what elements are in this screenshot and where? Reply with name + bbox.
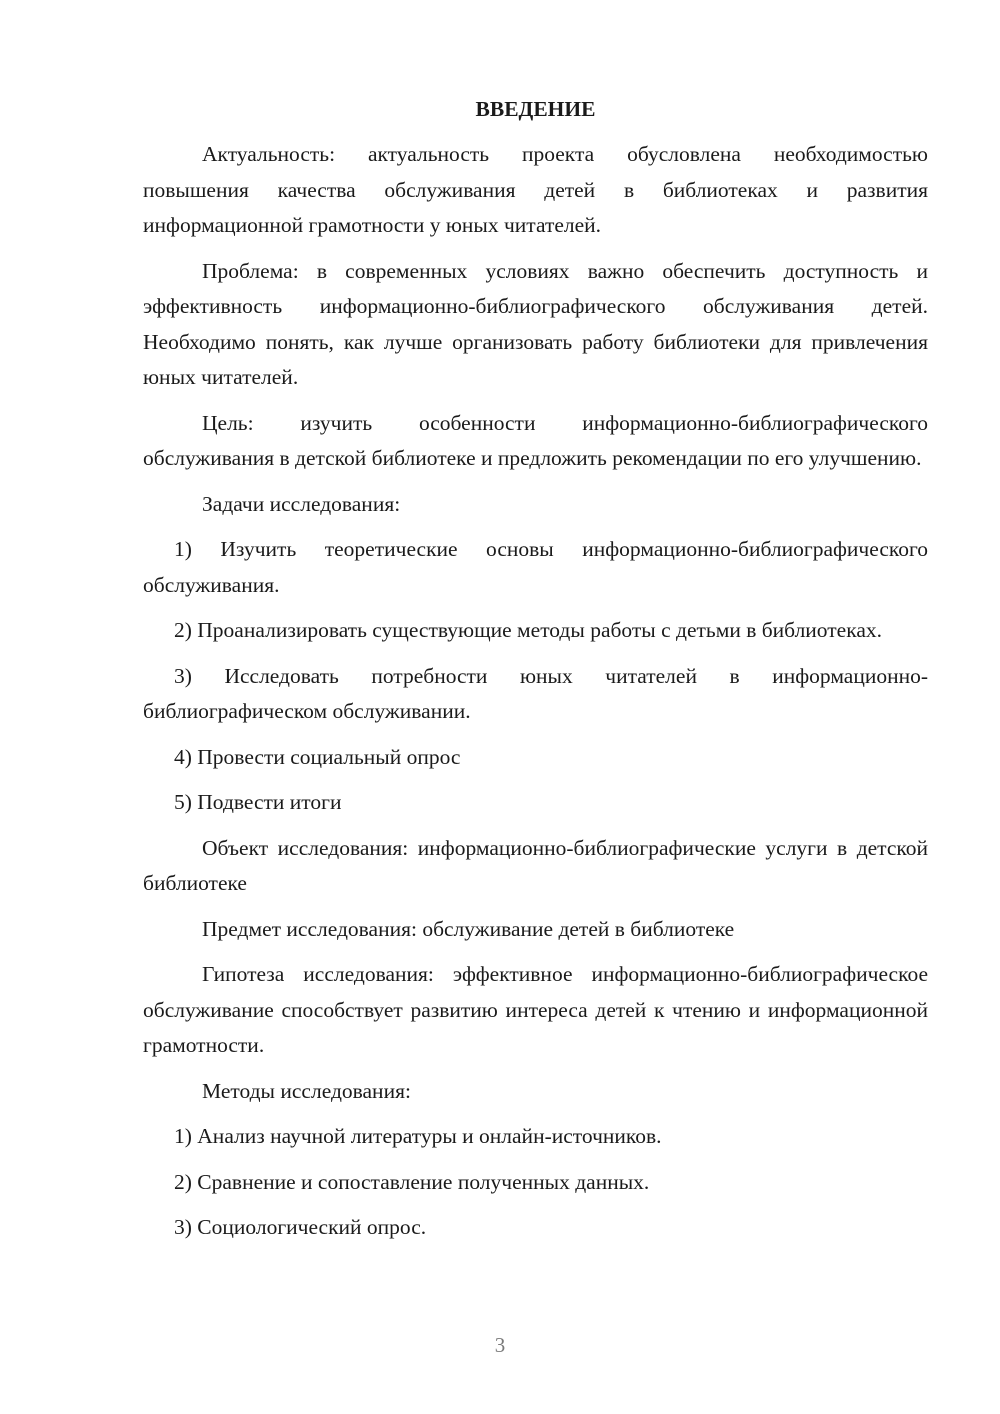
subject-paragraph: Предмет исследования: обслуживание детей в библиотеке <box>202 916 735 941</box>
page-number: 3 <box>494 1333 506 1357</box>
method-item-1: 1) Анализ научной литературы и онлайн-источников. <box>174 1124 662 1148</box>
method-item-3: 3) Социологический опрос. <box>174 1215 427 1239</box>
task-item-4: 4) Провести социальный опрос <box>174 744 461 769</box>
relevance-paragraph: Актуальность: актуальность проекта обусловлена необходимостью повышения качества обслуживания детей в библиотеках и развития информационной грамотности у юных читателей. <box>143 142 928 237</box>
task-item-5: 5) Подвести итоги <box>174 790 342 814</box>
task-item-3: 3) Исследовать потребности юных читателей в информационно-библиографическом обслуживании. <box>143 663 928 723</box>
object-paragraph: Объект исследования: информационно-библиографические услуги в детской библиотеке <box>143 835 928 895</box>
method-item-2: 2) Сравнение и сопоставление полученных данных. <box>174 1169 650 1194</box>
tasks-heading: Задачи исследования: <box>202 491 401 516</box>
hypothesis-paragraph: Гипотеза исследования: эффективное информационно-библиографическое обслуживание способствует развитию интереса детей к чтению и информационной грамотности. <box>143 962 928 1057</box>
task-item-1: 1) Изучить теоретические основы информационно-библиографического обслуживания. <box>143 537 928 597</box>
goal-paragraph: Цель: изучить особенности информационно-библиографического обслуживания в детской библиотеке и предложить рекомендации по его улучшению. <box>143 410 928 470</box>
task-item-2: 2) Проанализировать существующие методы работы с детьми в библиотеках. <box>174 618 882 642</box>
document-page <box>143 92 928 1256</box>
methods-heading: Методы исследования: <box>202 1078 411 1103</box>
section-title: ВВЕДЕНИЕ <box>475 97 596 121</box>
problem-paragraph: Проблема: в современных условиях важно обеспечить доступность и эффективность информационно-библиографического обслуживания детей. Необходимо понять, как лучше организовать работу библиотеки для привлечения юных читателей. <box>143 258 928 389</box>
